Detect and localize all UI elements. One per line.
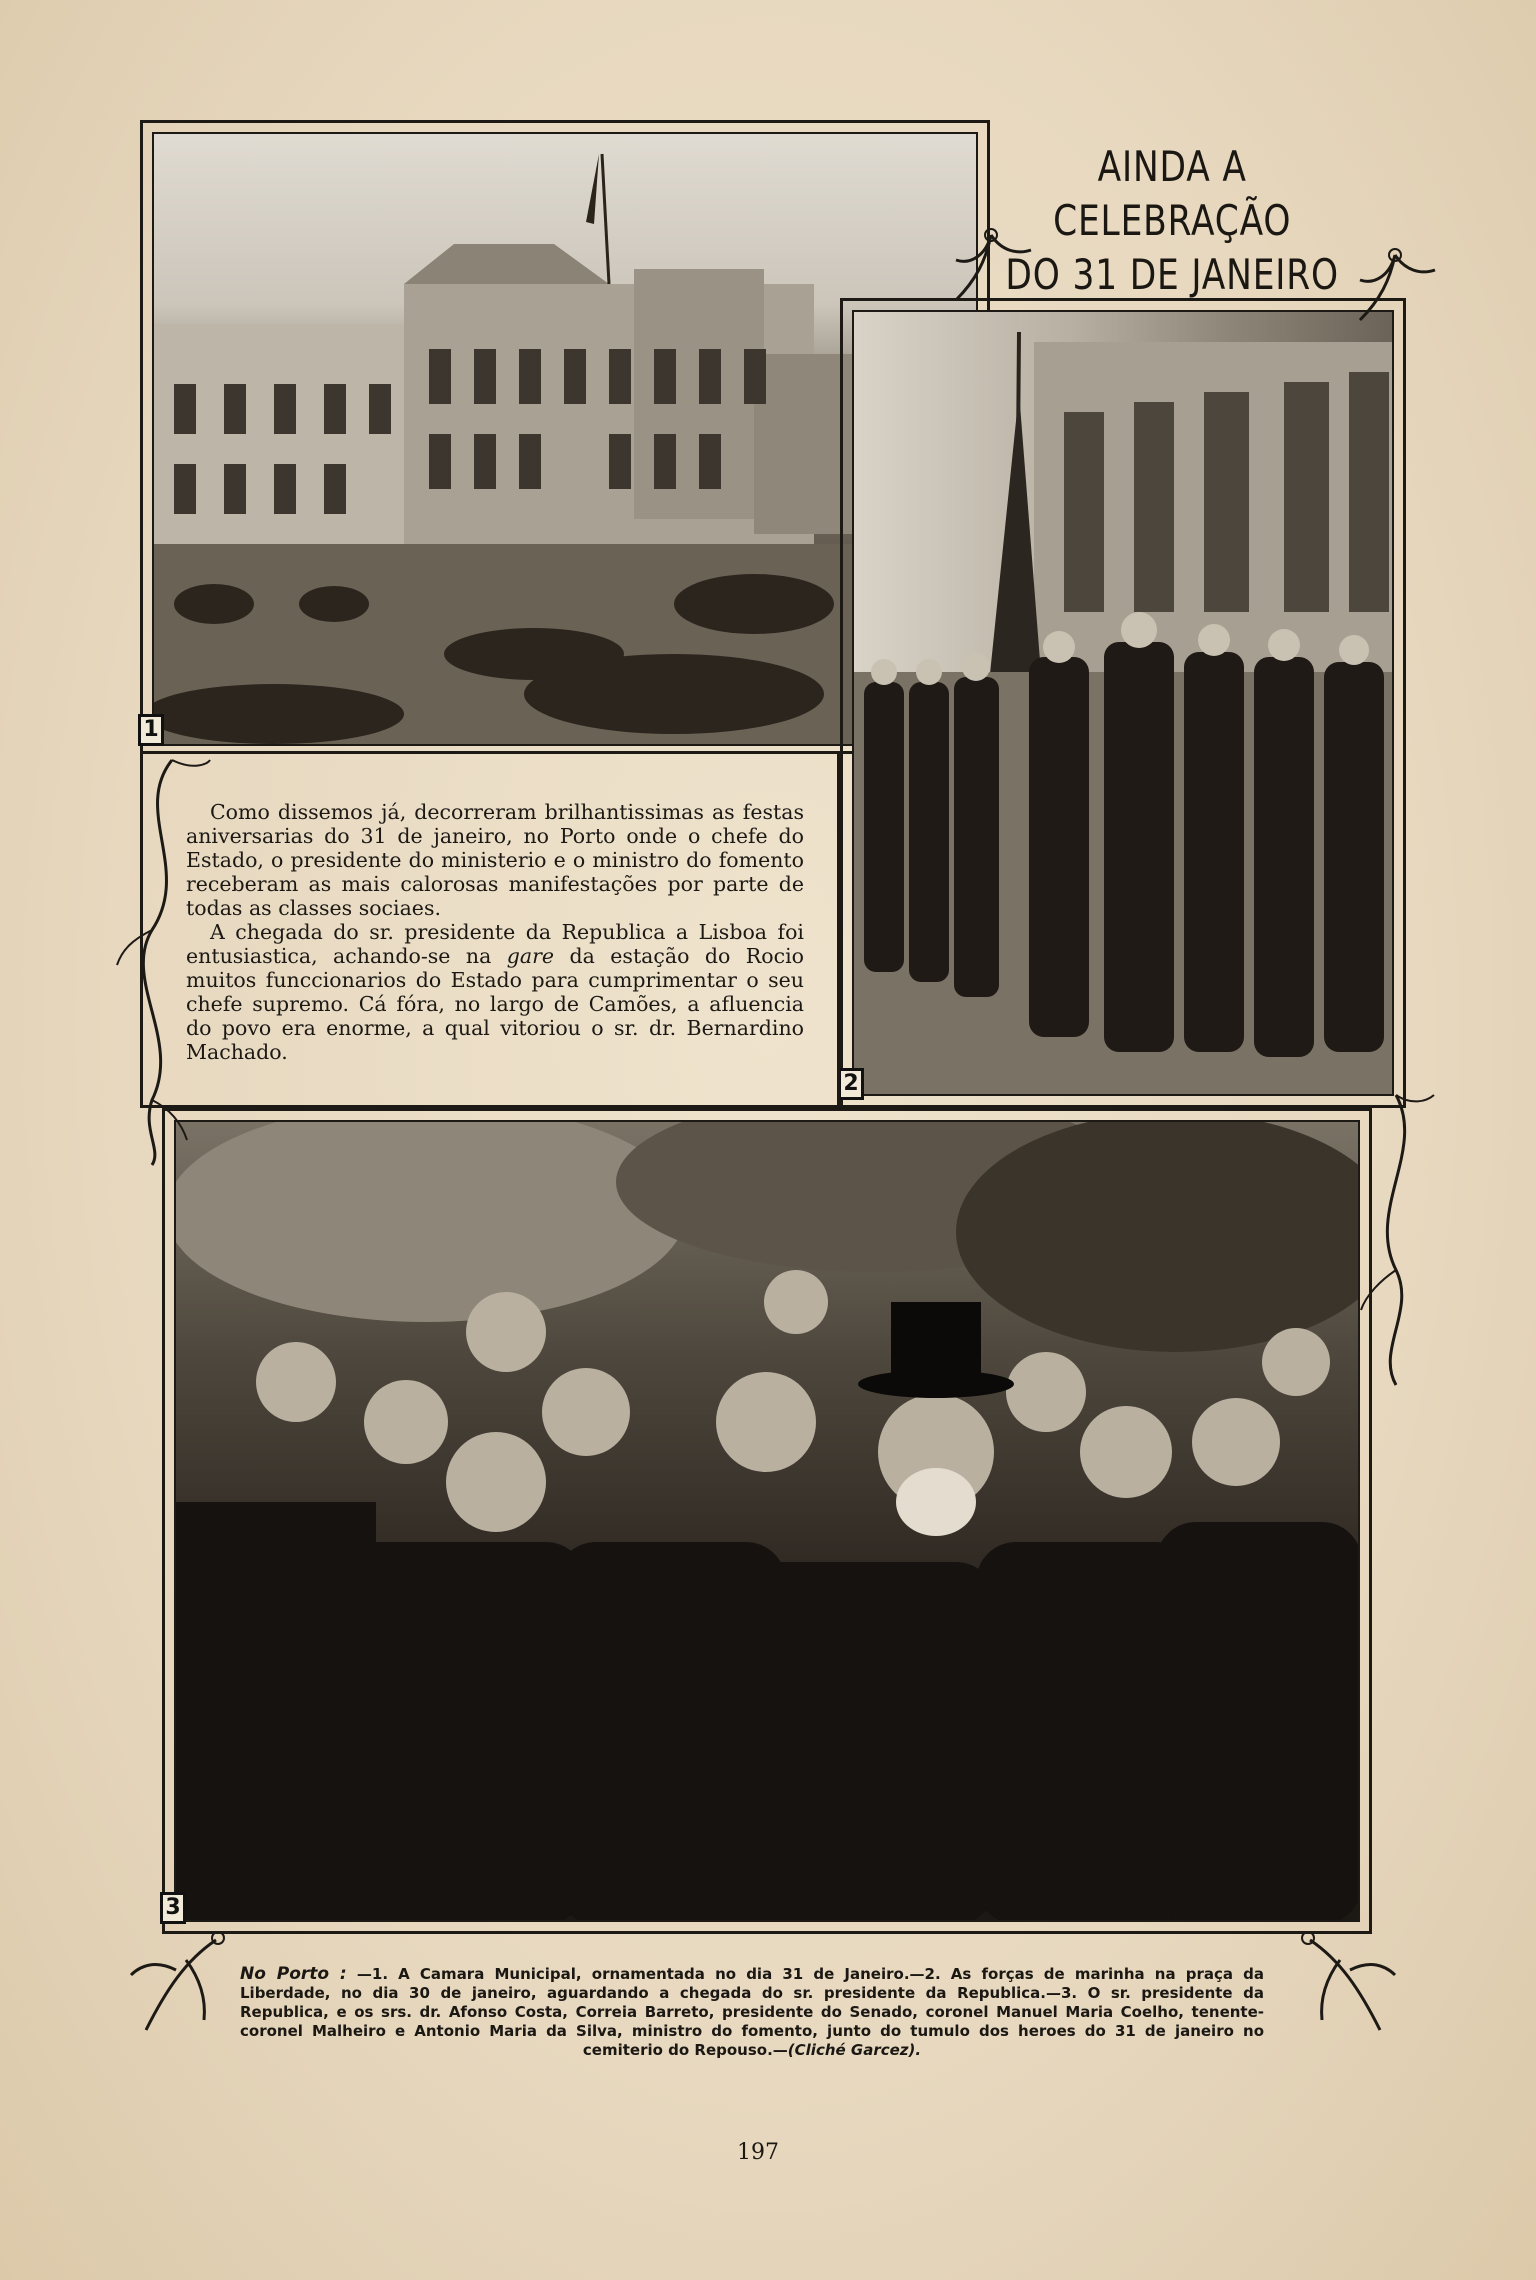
article-paragraph-2-start: A chegada do sr. presidente da Republica a Lisboa foi entusiastica, achando-se na — [186, 920, 804, 968]
photo-2-marinha — [852, 310, 1394, 1096]
page-number: 197 — [737, 2140, 779, 2165]
article-paragraph-1: Como dissemos já, decorreram brilhantissimas as festas aniversarias do 31 de janeiro, no Porto onde o chefe do Estado, o presidente do ministerio e o ministro do fomento receberam as mais calorosas manifestações por parte de todas as classes sociaes. — [186, 800, 804, 920]
title-line-2: DO 31 DE JANEIRO — [1005, 250, 1339, 299]
article-italic-gare: gare — [506, 944, 555, 968]
floral-ornament-top-right-1 — [946, 220, 1036, 310]
photo-3-cemiterio — [174, 1120, 1360, 1922]
photo-3-illustration — [176, 1122, 1360, 1922]
page-title — [1000, 140, 1344, 302]
photo-2-illustration — [854, 312, 1394, 1096]
floral-ornament-top-right-2 — [1350, 240, 1440, 330]
article-text — [186, 800, 804, 1064]
photo-3-number: 3 — [160, 1892, 186, 1924]
floral-ornament-bottom-left — [126, 1930, 226, 2040]
floral-ornament-bottom-right — [1300, 1930, 1400, 2040]
caption-text: —1. A Camara Municipal, ornamentada no dia 31 de Janeiro.—2. As forças de marinha na praça da Liberdade, no dia 30 de janeiro, aguardando a chegada do sr. presidente da Republica.—3. O sr. presidente da Republica, e os srs. dr. Afonso Costa, Correia Barreto, presidente do Senado, coronel Manuel Maria Coelho, tenente-coronel Malheiro e Antonio Maria da Silva, ministro do fomento, junto do tumulo dos heroes do 31 de janeiro no cemiterio do Repouso.— — [240, 1965, 1264, 2059]
article-paragraph-2 — [186, 920, 804, 1064]
caption-credit: (Cliché Garcez). — [787, 2041, 922, 2059]
article-paragraph-2-end: da estação do Rocio muitos funccionarios do Estado para cumprimentar o seu chefe supremo. Cá fóra, no largo de Camões, a afluencia do povo era enorme, a qual vitoriou o sr. dr. Bernardino Machado. — [186, 944, 804, 1064]
title-line-1: AINDA A CELEBRAÇÃO — [1053, 142, 1292, 245]
photo-1-number: 1 — [138, 714, 164, 746]
photo-caption — [240, 1965, 1264, 2060]
floral-ornament-left-vine — [112, 750, 212, 1170]
photo-2-number: 2 — [838, 1068, 864, 1100]
caption-lead: No Porto : — [240, 1964, 347, 1984]
floral-ornament-right-vine — [1356, 1090, 1436, 1390]
